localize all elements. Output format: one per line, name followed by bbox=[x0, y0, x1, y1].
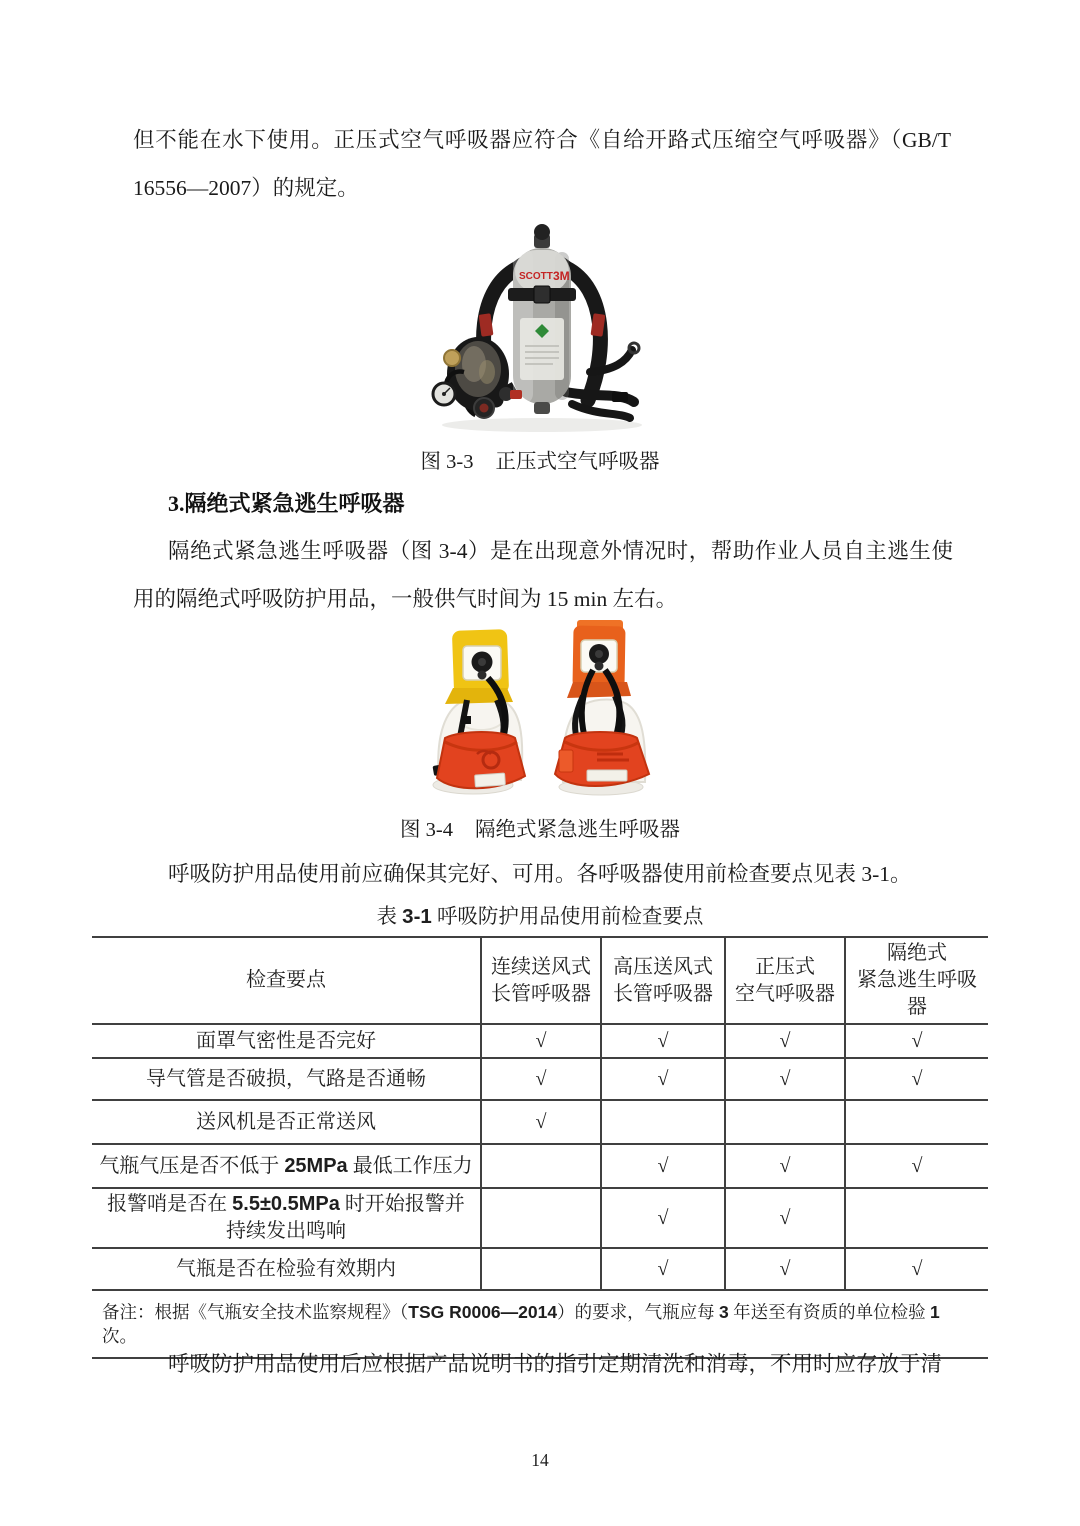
paragraph-check-intro: 呼吸防护用品使用前应确保其完好、可用。各呼吸器使用前检查要点见表 3-1。 bbox=[168, 862, 912, 886]
text-segment: 最低工作压力 bbox=[347, 1154, 473, 1177]
check-mark: √ bbox=[845, 1248, 988, 1290]
carry-bag-left bbox=[437, 732, 525, 788]
text-segment: 1 bbox=[929, 1302, 940, 1322]
table-title-text bbox=[377, 906, 704, 928]
check-mark: √ bbox=[481, 1058, 601, 1100]
brass-fitting bbox=[444, 350, 460, 366]
empty-cell bbox=[845, 1188, 988, 1248]
figure-label: 图 3-3 bbox=[420, 451, 474, 473]
empty-cell bbox=[845, 1100, 988, 1144]
row-label bbox=[92, 1058, 481, 1100]
table-row bbox=[92, 1100, 988, 1144]
table-title bbox=[0, 899, 1080, 929]
empty-cell bbox=[481, 1248, 601, 1290]
check-mark: √ bbox=[725, 1188, 845, 1248]
scba-photo-illustration bbox=[414, 222, 666, 434]
check-mark: √ bbox=[601, 1188, 725, 1248]
carry-bag-right bbox=[555, 732, 649, 786]
text-segment: ）的要求，气瓶应每 bbox=[557, 1302, 719, 1322]
bag-label bbox=[587, 770, 627, 781]
red-valve-knob bbox=[510, 390, 522, 399]
column-header-highpressure-airline bbox=[601, 937, 725, 1024]
text-segment: 送风机是否正常送风 bbox=[196, 1110, 376, 1133]
empty-cell bbox=[481, 1144, 601, 1188]
inspection-checklist-table bbox=[92, 936, 988, 1359]
mannequin-left bbox=[432, 629, 525, 794]
escape-hood-yellow bbox=[445, 629, 513, 704]
row-label bbox=[92, 1188, 481, 1248]
text-segment: 导气管是否破损，气路是否通畅 bbox=[146, 1067, 426, 1090]
brand-scott-text: SCOTT bbox=[519, 271, 553, 282]
row-label bbox=[92, 1024, 481, 1058]
table-row bbox=[92, 1248, 988, 1290]
text-segment: 气瓶气压是否不低于 bbox=[99, 1154, 285, 1177]
check-mark: √ bbox=[725, 1058, 845, 1100]
table-row bbox=[92, 1058, 988, 1100]
check-mark: √ bbox=[481, 1024, 601, 1058]
scba-cylinder bbox=[508, 224, 576, 414]
header-line: 空气呼吸器 bbox=[735, 982, 835, 1005]
check-mark: √ bbox=[601, 1058, 725, 1100]
figure-title: 正压式空气呼吸器 bbox=[495, 451, 660, 473]
check-mark: √ bbox=[725, 1024, 845, 1058]
check-mark: √ bbox=[845, 1058, 988, 1100]
text-segment: 3-1 bbox=[402, 905, 432, 928]
column-header-positive-pressure-scba bbox=[725, 937, 845, 1024]
escape-devices-photo-illustration bbox=[409, 604, 671, 796]
table-row bbox=[92, 1188, 988, 1248]
shadow bbox=[442, 418, 642, 432]
check-mark: √ bbox=[725, 1248, 845, 1290]
header-line: 高压送风式 bbox=[613, 955, 713, 978]
column-header-continuous-airline bbox=[481, 937, 601, 1024]
empty-cell bbox=[601, 1100, 725, 1144]
text-segment: 3 bbox=[718, 1302, 729, 1322]
figure-label: 图 3-4 bbox=[400, 819, 453, 841]
page-number: 14 bbox=[531, 1450, 549, 1470]
check-mark: √ bbox=[601, 1144, 725, 1188]
text-segment: 气瓶是否在检验有效期内 bbox=[176, 1257, 396, 1280]
check-mark: √ bbox=[601, 1024, 725, 1058]
header-line: 隔绝式 bbox=[887, 942, 947, 964]
scba-face-mask bbox=[433, 337, 522, 418]
text-segment: 报警哨是否在 bbox=[107, 1193, 233, 1215]
bag-pocket bbox=[559, 750, 573, 772]
text-segment: 备注：根据《气瓶安全技术监察规程》（ bbox=[102, 1302, 409, 1322]
text-segment: 呼吸防护用品使用前检查要点 bbox=[431, 906, 704, 928]
figure-3-3 bbox=[0, 222, 1080, 439]
row-label bbox=[92, 1144, 481, 1188]
paragraph-escape-device: 隔绝式紧急逃生呼吸器（图 3-4）是在出现意外情况时，帮助作业人员自主逃生使用的隔绝式呼吸防护用品，一般供气时间为 15 min 左右。 bbox=[133, 539, 953, 611]
table-body bbox=[92, 1024, 988, 1358]
check-mark: √ bbox=[725, 1144, 845, 1188]
escape-hood-orange bbox=[567, 620, 631, 698]
column-header-check-points bbox=[92, 937, 481, 1024]
table-header bbox=[92, 937, 988, 1024]
column-header-escape-respirator bbox=[845, 937, 988, 1024]
text-segment: 25MPa bbox=[284, 1154, 348, 1177]
check-mark: √ bbox=[845, 1144, 988, 1188]
table-row bbox=[92, 1024, 988, 1058]
check-mark: √ bbox=[481, 1100, 601, 1144]
table-header-row bbox=[92, 937, 988, 1024]
header-line: 正压式 bbox=[755, 955, 815, 978]
check-mark: √ bbox=[601, 1248, 725, 1290]
text-segment: 5.5±0.5MPa bbox=[232, 1193, 340, 1215]
header-line: 连续送风式 bbox=[491, 955, 591, 978]
header-line: 长管呼吸器 bbox=[491, 982, 591, 1005]
brand-3m-text: 3M bbox=[553, 269, 570, 283]
figure-title: 隔绝式紧急逃生呼吸器 bbox=[474, 819, 680, 841]
check-mark: √ bbox=[845, 1024, 988, 1058]
text-segment: 时开始报警并持续发出鸣响 bbox=[226, 1193, 465, 1242]
row-label bbox=[92, 1248, 481, 1290]
header-line: 检查要点 bbox=[246, 969, 326, 991]
cylinder-sticker bbox=[520, 318, 564, 380]
empty-cell bbox=[481, 1188, 601, 1248]
header-line: 长管呼吸器 bbox=[613, 982, 713, 1005]
header-line: 紧急逃生呼吸器 bbox=[857, 969, 977, 1018]
text-segment: TSG R0006—2014 bbox=[408, 1302, 558, 1322]
figure-3-4-caption bbox=[0, 812, 1080, 842]
row-label bbox=[92, 1100, 481, 1144]
text-segment: 表 bbox=[376, 906, 403, 928]
text-segment: 面罩气密性是否完好 bbox=[196, 1029, 376, 1052]
paragraph-top: 但不能在水下使用。正压式空气呼吸器应符合《自给开路式压缩空气呼吸器》（GB/T 16556—2007）的规定。 bbox=[133, 128, 951, 200]
mannequin-right bbox=[555, 620, 649, 795]
figure-3-3-caption bbox=[0, 444, 1080, 474]
paragraph-bottom: 呼吸防护用品使用后应根据产品说明书的指引定期清洗和消毒，不用时应存放于清 bbox=[168, 1352, 943, 1376]
section-heading: 3.隔绝式紧急逃生呼吸器 bbox=[168, 491, 405, 516]
table-row bbox=[92, 1144, 988, 1188]
text-segment: 年送至有资质的单位检验 bbox=[728, 1302, 930, 1322]
text-segment: 次。 bbox=[102, 1326, 137, 1346]
empty-cell bbox=[725, 1100, 845, 1144]
figure-3-4 bbox=[0, 604, 1080, 801]
bag-label bbox=[475, 773, 506, 787]
